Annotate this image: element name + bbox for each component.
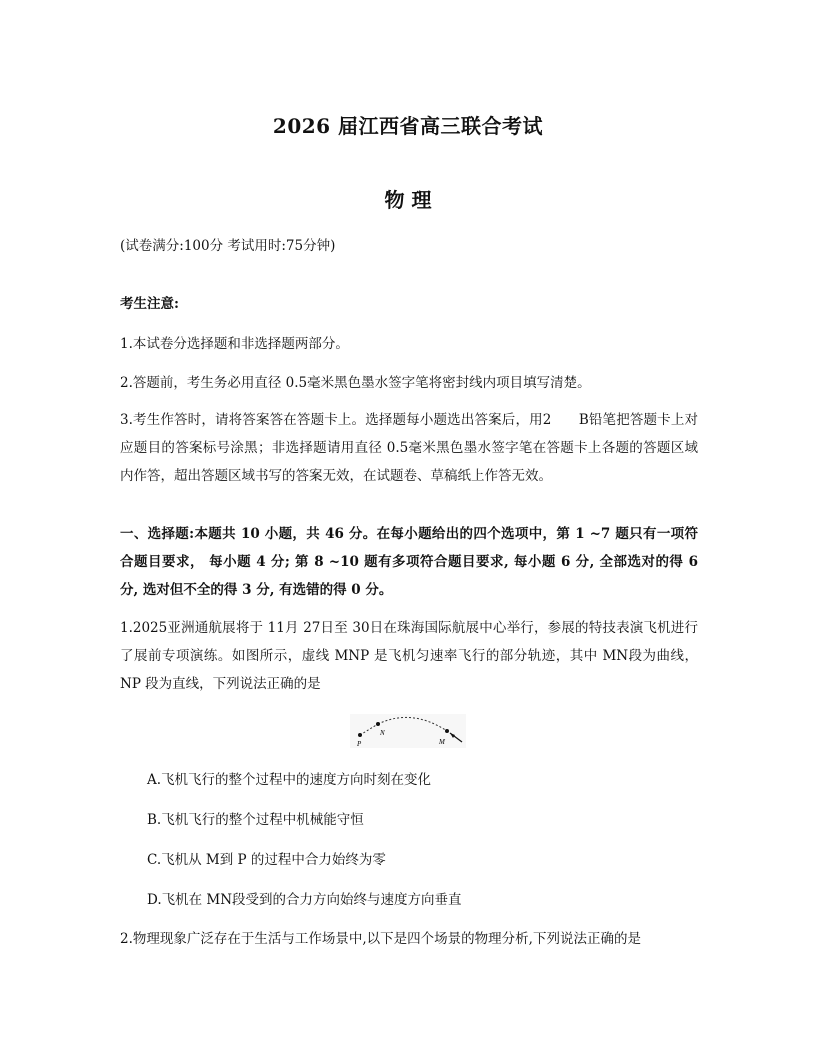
- trajectory-diagram: [350, 714, 466, 748]
- label-n: N: [380, 729, 385, 737]
- option-a: A.飞机飞行的整个过程中的速度方向时刻在变化: [147, 772, 432, 788]
- mn-curved-segment: [378, 717, 447, 731]
- point-m: [445, 729, 449, 733]
- notice-item-3: 3.考生作答时，请将答案答在答题卡上。选择题每小题选出答案后，用2 B铅笔把答题卡上对应题目的答案标号涂黑；非选择题请用直径 0.5毫米黑色墨水签字笔在答题卡上各题的答题区域内作答，超出答题区域书写的答案无效，在试题卷、草稿纸上作答无效。: [120, 412, 698, 484]
- label-m: M: [439, 738, 445, 746]
- exam-title: 2026 届江西省高三联合考试: [272, 114, 544, 138]
- option-d: D.飞机在 MN段受到的合力方向始终与速度方向垂直: [147, 892, 462, 908]
- point-p: [358, 733, 362, 737]
- exam-info: (试卷满分:100分 考试用时:75分钟): [120, 238, 336, 254]
- option-b: B.飞机飞行的整个过程中机械能守恒: [147, 812, 364, 828]
- notice-item-2: 2.答题前，考生务必用直径 0.5毫米黑色墨水签字笔将密封线内项目填写清楚。: [120, 375, 591, 391]
- section-one-instructions: 一、选择题:本题共 10 小题，共 46 分。在每小题给出的四个选项中，第 1 ~7 题只有一项符合题目要求， 每小题 4 分; 第 8 ~10 题有多项符合题目要求, 每小题 6 分, 全部选对的得 6 分, 选对但不全的得 3 分, 有选错的得 0 分。: [120, 526, 698, 598]
- label-p: P: [357, 740, 362, 748]
- question-1-stem: 1.2025亚洲通航展将于 11月 27日至 30日在珠海国际航展中心举行，参展的特技表演飞机进行了展前专项演练。如图所示，虚线 MNP 是飞机匀速率飞行的部分轨迹，其中 MN段为曲线， NP 段为直线，下列说法正确的是: [120, 620, 698, 692]
- point-n: [376, 722, 380, 726]
- notice-item-1: 1.本试卷分选择题和非选择题两部分。: [120, 336, 349, 352]
- notice-heading: 考生注意:: [120, 296, 179, 312]
- np-straight-segment: [360, 724, 378, 735]
- subject-title: 物 理: [384, 188, 432, 212]
- arrow-head-icon: [450, 733, 455, 738]
- option-c: C.飞机从 M到 P 的过程中合力始终为零: [147, 852, 386, 868]
- trajectory-figure: [350, 714, 466, 748]
- question-2-stem: 2.物理现象广泛存在于生活与工作场景中,以下是四个场景的物理分析,下列说法正确的是: [120, 931, 641, 947]
